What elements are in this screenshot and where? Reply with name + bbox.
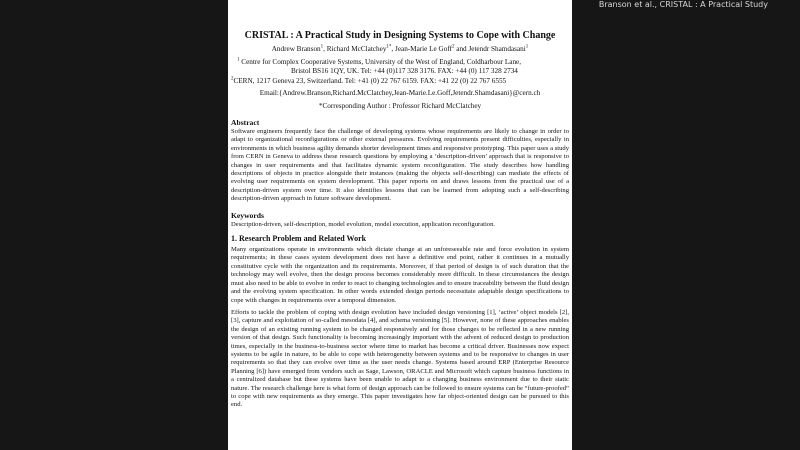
affiliation-line: CERN, 1217 Geneva 23, Switzerland. Tel: +41 (0) 22 767 6159. FAX: +41 22 (0) 22 767 6555 [233,76,507,85]
author-sup: 1 [525,44,529,50]
author-sup: 1* [386,44,392,50]
affiliation-line: Centre for Complex Cooperative Systems, University of the West of England, Coldharbour Lane, [239,57,522,66]
abstract-heading: Abstract [231,118,260,127]
affiliation-2 [231,77,569,87]
page-content [231,30,569,410]
viewer-right-margin [572,0,800,450]
paper-title: CRISTAL : A Practical Study in Designing Systems to Cope with Change [244,30,556,41]
author-sup: 2 [451,44,455,50]
body-paragraph: Many organizations operate in environments which dictate change at an unforeseeable rate and force evolution in system requirements; in these cases system development does not have a definitive end point, rather it continues in a mutually constitutive cycle with the organization and its requirements. Moreover, if that period of design is of such duration that the technology may well evolve, then the design process becomes considerably more difficult. In these circumstances the design must also need to be able to evolve in order to react to changing technologies and to ensure traceability between the fluid design and the evolving system specification. In other words extended design periods necessitate adaptable design specifications to cope with changes in requirements over a temporal dimension. [231,246,570,304]
affiliation-sup: 2 [231,76,234,82]
affiliation-line: Bristol BS16 1QY, UK. Tel: +44 (0)117 328 3176. FAX: +44 (0) 117 328 2734 [291,67,518,75]
abstract-text: Software engineers frequently face the challenge of developing systems whose requirements are likely to change in order to adapt to organizational reconfigurations or other external pressures. Evolving requirements present difficulties, especially in environments in which business agility demands shorter development times and responsive prototyping. This paper uses a study from CERN in Geneva to address these research questions by employing a ‘description-driven’ approach that is responsive to changes in user requirements and that facilitates dynamic system reconfiguration. The study describes how handling descriptions of objects in practice alongside their instances (making the objects self-describing) can mediate the effects of evolving user requirements on system development. This paper reports on and draws lessons from the practical use of a description-driven system over time. It also identifies lessons that can be learned from adopting such a self-describing description-driven approach in future software development. [231,128,569,203]
author-name: Jean-Marie Le Goff [395,45,452,53]
corresponding-author: *Corresponding Author : Professor Richard McClatchey [318,101,482,110]
author-sup: 1 [320,44,324,50]
section-heading: 1. Research Problem and Related Work [231,234,367,244]
keywords-text: Description-driven, self-description, model evolution, model execution, application reconfiguration. [231,220,496,228]
affiliation-1 [231,58,569,77]
email-line: Email:{Andrew.Branson,Richard.McClatchey,Jean-Marie.Le.Goff,Jetendr.Shamdasani}@cern.ch [259,89,541,97]
author-name: Andrew Branson [271,45,321,53]
paper-page [228,0,572,450]
author-name: Richard McClatchey [326,45,387,53]
author-list: Andrew Branson$^1$, Richard McClatchey$^{1*}$, Jean-Marie Le Goff$^2$ and Jetendr Shamdasani$^1$ [271,44,529,53]
running-header: Branson et al., CRISTAL : A Practical Study [598,0,768,9]
affiliation-sup: 1 [237,57,240,63]
viewer-left-margin [0,0,228,450]
keywords-heading: Keywords [231,210,264,220]
author-name: Jetendr Shamdasani [468,45,526,53]
body-paragraph: Efforts to tackle the problem of coping with design evolution have included design versioning [1], ‘active’ object models [2],[3], capture and exploitation of so-called mesodata [4], and schema versioning [5]. However, none of these approaches enables the design of an existing running system to be changed responsively and for those changes to be reflected in a new running version of that design. Such functionality is becoming increasingly important with the advent of reduced design to production times, especially in the business-to-business sector where time to market has become a critical driver. Businesses now expect systems to be agile in nature, to be able to cope with heterogeneity between systems and to be responsive to changes in user requirements so that they can evolve over time as the user needs change. Systems based around ERP (Enterprise Resource Planning [6]) have emerged from vendors such as Sage, Lawson, ORACLE and Microsoft which capture business functions in a centralized database but these systems have been unable to adapt to a changing business environment due to their static nature. The research challenge here is what form of design approach can be followed to ensure systems can be “future-proofed” to cope with new requirements as they emerge. This paper investigates how far object-oriented design can be pursued to this end. [231,308,569,409]
